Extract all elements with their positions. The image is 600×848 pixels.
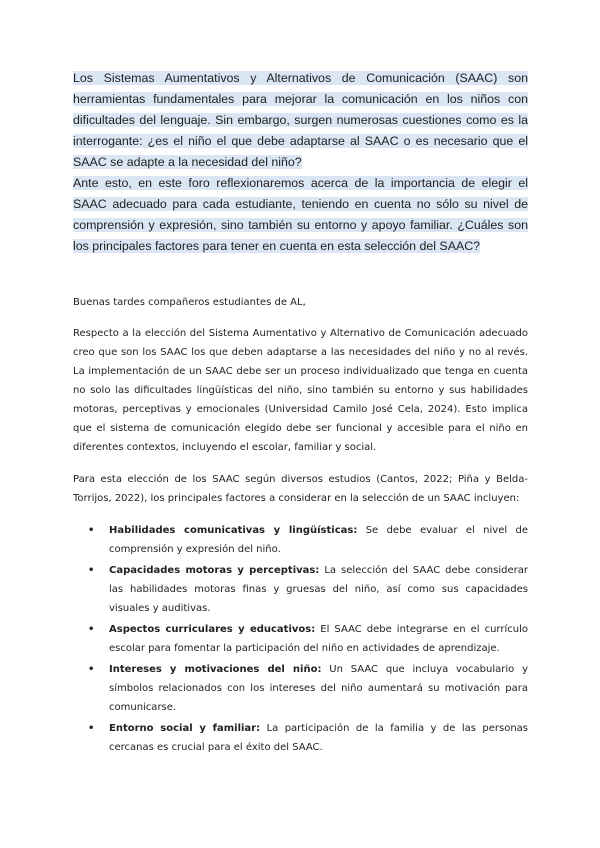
prompt-text-2: Ante esto, en este foro reflexionaremos acerca de la importancia de elegir el SAAC adecuado para cada estudiante, teniendo en cuenta no sólo su nivel de comprensión y expresión, sino también su entorno y apoyo familiar. ¿Cuáles son los principales factores para tener en cuenta en esta selección del SAAC? [73, 176, 528, 253]
prompt-text-1: Los Sistemas Aumentativos y Alternativos de Comunicación (SAAC) son herramientas fundamentales para mejorar la comunicación en los niños con dificultades del lenguaje. Sin embargo, surgen numerosas cuestiones como es la interrogante: ¿es el niño el que debe adaptarse al SAAC o es necesario que el SAAC se adapte a la necesidad del niño? [73, 71, 528, 169]
response-paragraph-1: Respecto a la elección del Sistema Aumentativo y Alternativo de Comunicación adecuado creo que son los SAAC los que deben adaptarse a las necesidades del niño y no al revés. La implementación de un SAAC debe ser un proceso individualizado que tenga en cuenta no solo las dificultades lingüísticas del niño, sino también su entorno y sus habilidades motoras, perceptivas y emocionales (Universidad Camilo José Cela, 2024). Esto implica que el sistema de comunicación elegido debe ser funcional y accesible para el niño en diferentes contextos, incluyendo el escolar, familiar y social. [73, 328, 528, 453]
factor-term: Aspectos curriculares y educativos: [109, 624, 316, 635]
factor-text: Un SAAC que incluya vocabulario y símbolos relacionados con los intereses del niño aumentará su motivación para comunicarse. [109, 664, 528, 713]
factor-text: El SAAC debe integrarse en el currículo escolar para fomentar la participación del niño en actividades de aprendizaje. [109, 624, 528, 654]
factors-list [73, 521, 528, 757]
list-item [73, 620, 528, 658]
list-item [73, 719, 528, 757]
prompt-paragraph-2 [73, 173, 528, 257]
bullet-icon: • [88, 624, 95, 635]
forum-prompt [73, 68, 528, 257]
factor-text: La selección del SAAC debe considerar las habilidades motoras finas y gruesas del niño, así como sus capacidades visuales y auditivas. [109, 565, 528, 614]
list-item [73, 660, 528, 717]
list-item [73, 521, 528, 559]
greeting: Buenas tardes compañeros estudiantes de AL, [73, 297, 306, 308]
bullet-icon: • [88, 525, 95, 536]
factor-text: La participación de la familia y de las personas cercanas es crucial para el éxito del SAAC. [109, 723, 528, 753]
factor-term: Intereses y motivaciones del niño: [109, 664, 322, 675]
bullet-icon: • [88, 664, 95, 675]
factor-term: Entorno social y familiar: [109, 723, 261, 734]
response-paragraph-2: Para esta elección de los SAAC según diversos estudios (Cantos, 2022; Piña y Belda-Torrijos, 2022), los principales factores a considerar en la selección de un SAAC incluyen: [73, 474, 528, 504]
forum-response [73, 293, 528, 759]
prompt-paragraph-1 [73, 68, 528, 173]
bullet-icon: • [88, 565, 95, 576]
list-item [73, 561, 528, 618]
factor-text: Se debe evaluar el nivel de comprensión y expresión del niño. [109, 525, 528, 555]
bullet-icon: • [88, 723, 95, 734]
factor-term: Capacidades motoras y perceptivas: [109, 565, 320, 576]
factor-term: Habilidades comunicativas y lingüísticas: [109, 525, 358, 536]
